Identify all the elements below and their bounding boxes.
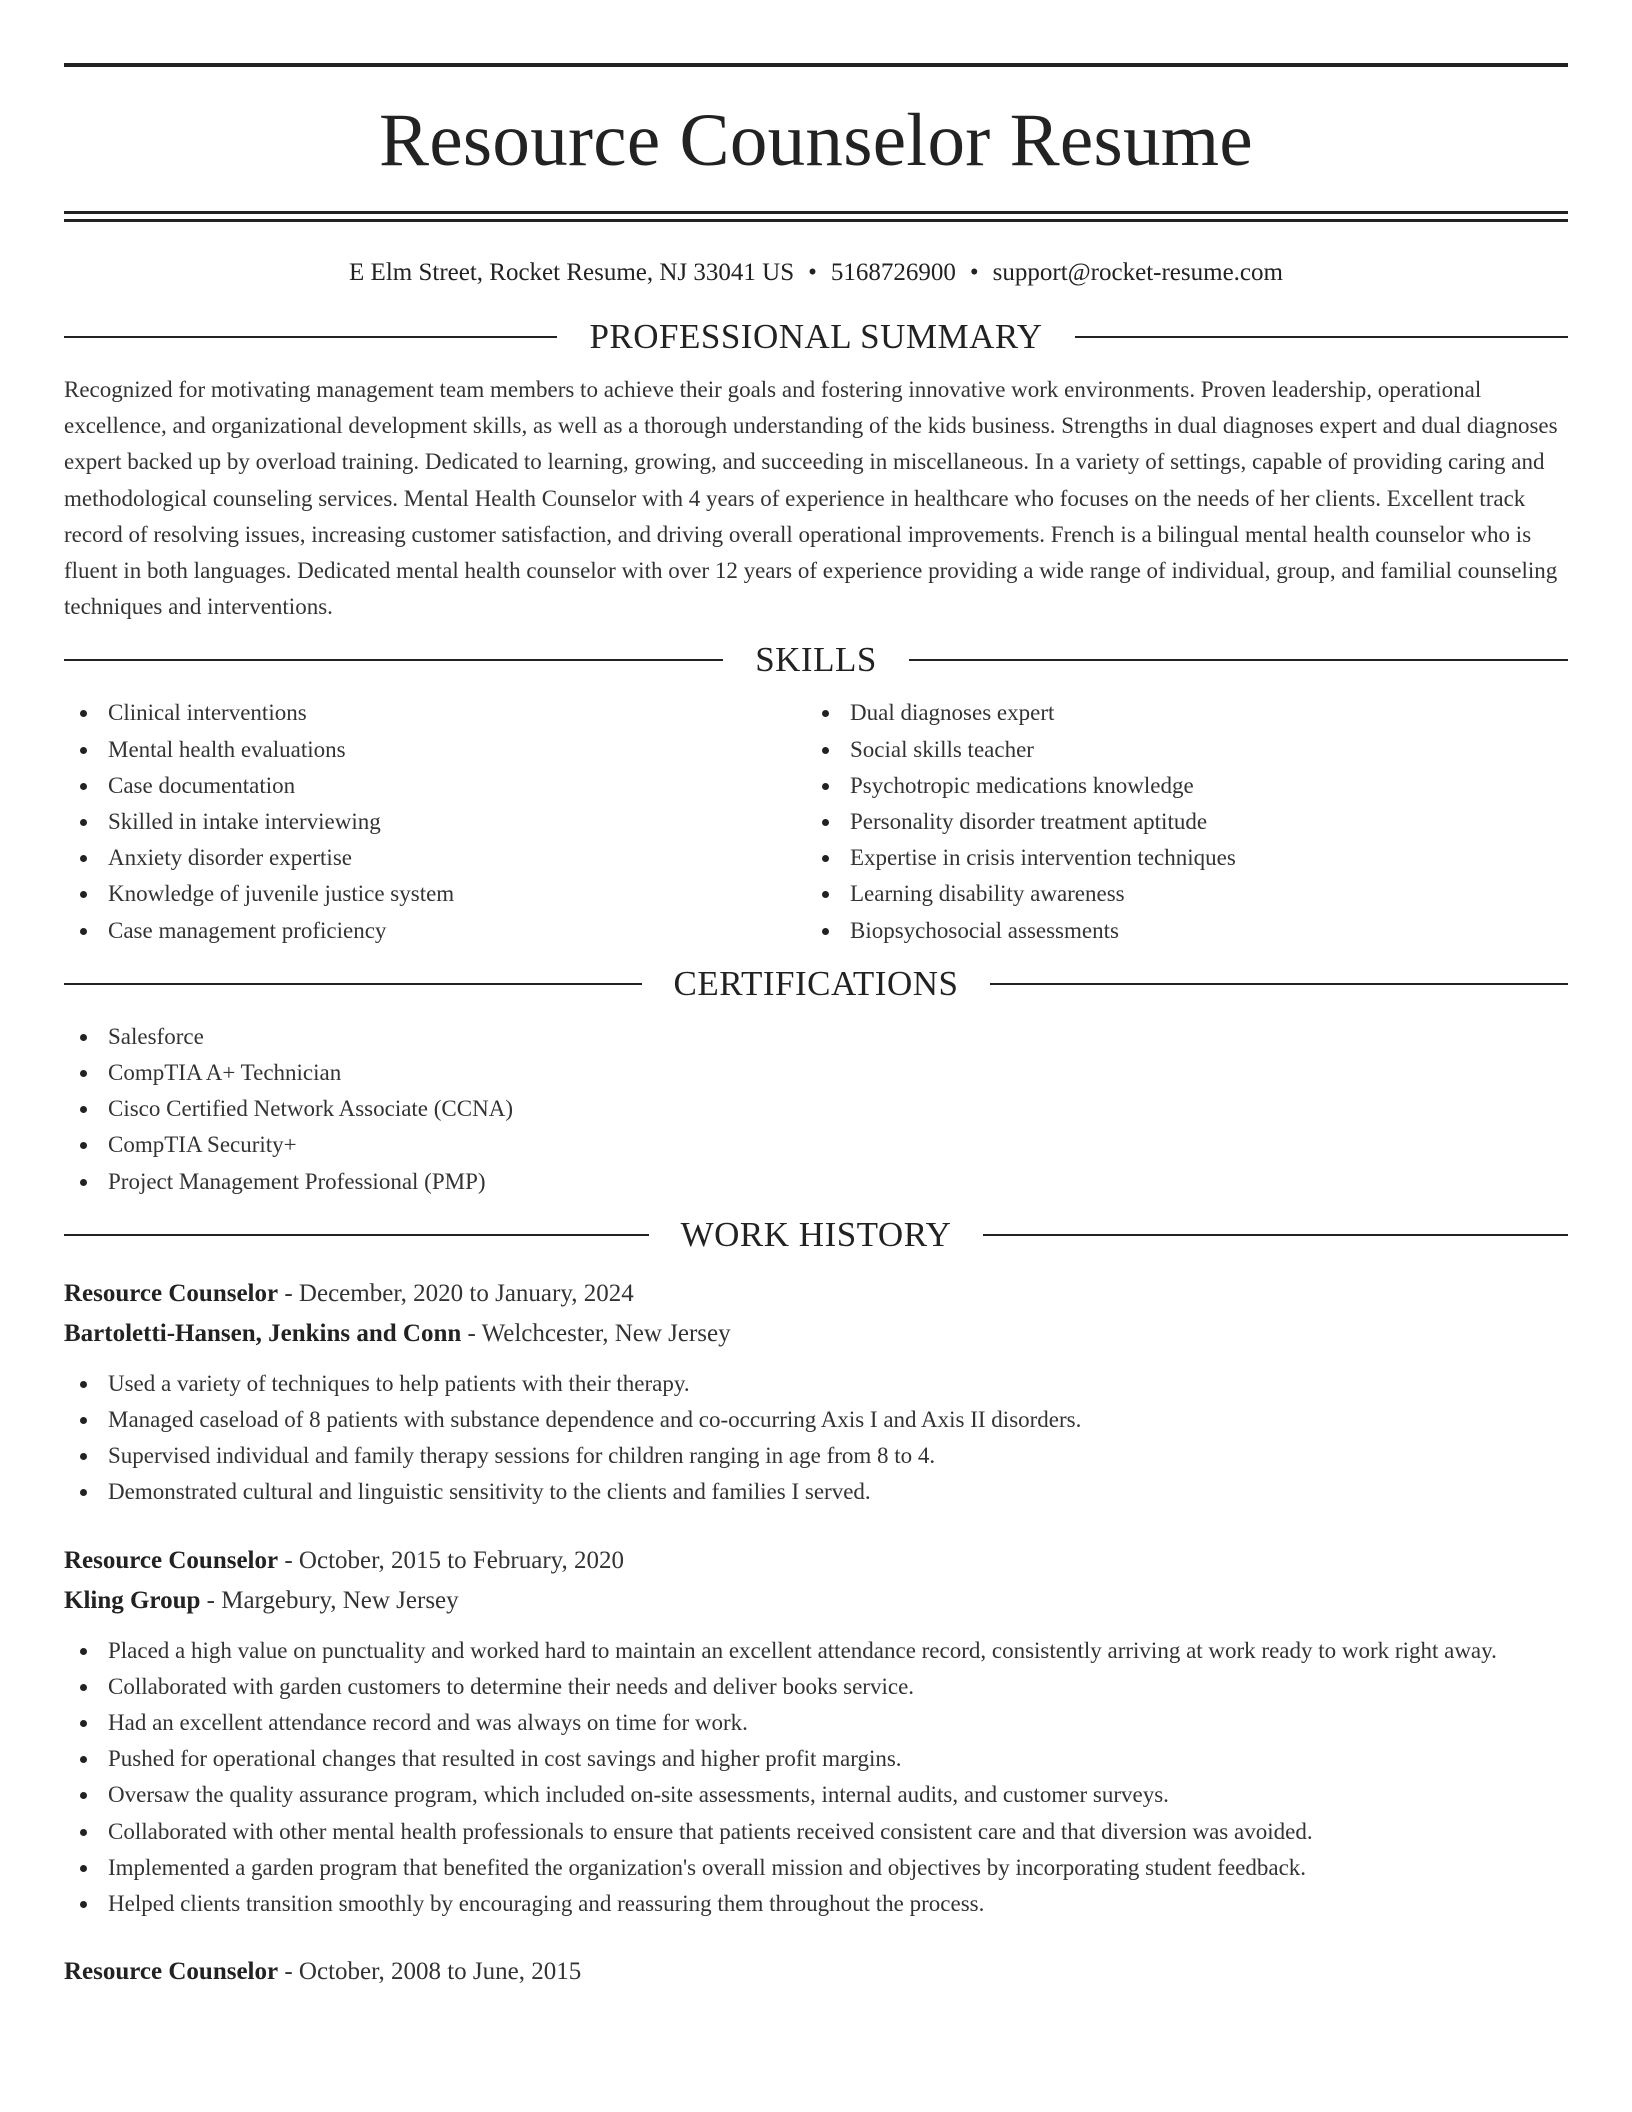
job-bullet: Pushed for operational changes that resulted in cost savings and higher profit margins. xyxy=(64,1741,1568,1777)
job-title: Resource Counselor xyxy=(64,1958,279,1986)
section-rule xyxy=(983,1234,1568,1236)
skills-section-title: SKILLS xyxy=(755,640,877,680)
skill-item: Skilled in intake interviewing xyxy=(64,804,806,840)
section-rule xyxy=(64,336,557,338)
skill-item: Anxiety disorder expertise xyxy=(64,840,806,876)
certification-item: CompTIA Security+ xyxy=(64,1127,1568,1163)
contact-email: support@rocket-resume.com xyxy=(992,259,1283,286)
job-company: Bartoletti-Hansen, Jenkins and Conn xyxy=(64,1319,462,1347)
top-rule xyxy=(64,63,1568,67)
job-bullet: Used a variety of techniques to help patients with their therapy. xyxy=(64,1366,1568,1402)
skill-item: Psychotropic medications knowledge xyxy=(806,768,1548,804)
job-entry xyxy=(64,1952,1568,1992)
job-location: - Welchcester, New Jersey xyxy=(461,1319,731,1347)
section-rule xyxy=(990,983,1568,985)
job-title-line xyxy=(64,1541,1568,1581)
job-location: - Margebury, New Jersey xyxy=(200,1586,459,1614)
title-double-rule xyxy=(64,211,1568,222)
job-entry xyxy=(64,1541,1568,1923)
contact-line xyxy=(64,258,1568,288)
contact-phone: 5168726900 xyxy=(830,259,956,286)
section-rule xyxy=(64,1234,649,1236)
job-bullet: Managed caseload of 8 patients with substance dependence and co-occurring Axis I and Axis II disorders. xyxy=(64,1402,1568,1438)
certification-item: CompTIA A+ Technician xyxy=(64,1055,1568,1091)
job-bullet: Implemented a garden program that benefited the organization's overall mission and objectives by incorporating student feedback. xyxy=(64,1850,1568,1886)
skill-item: Personality disorder treatment aptitude xyxy=(806,804,1548,840)
work-section-header xyxy=(64,1215,1568,1255)
job-title: Resource Counselor xyxy=(64,1546,279,1574)
summary-section-header xyxy=(64,317,1568,357)
certifications-section-header xyxy=(64,964,1568,1004)
contact-separator: • xyxy=(969,259,979,286)
job-bullet: Had an excellent attendance record and was always on time for work. xyxy=(64,1705,1568,1741)
contact-separator: • xyxy=(808,259,817,286)
section-rule xyxy=(1075,336,1568,338)
resume-title: Resource Counselor Resume xyxy=(379,99,1253,182)
summary-paragraph: Recognized for motivating management team members to achieve their goals and fostering innovative work environments. Proven leadership, operational excellence, and organizational development skills, as well as a thorough understanding of the kids business. Strengths in dual diagnoses expert and dual diagnoses expert backed up by overload training. Dedicated to learning, growing, and succeeding in miscellaneous. In a variety of settings, capable of providing caring and methodological counseling services. Mental Health Counselor with 4 years of experience in healthcare who focuses on the needs of her clients. Excellent track record of resolving issues, increasing customer satisfaction, and driving overall operational improvements. French is a bilingual mental health counselor who is fluent in both languages. Dedicated mental health counselor with over 12 years of experience providing a wide range of individual, group, and familial counseling techniques and interventions. xyxy=(64,377,1558,620)
job-title-line xyxy=(64,1952,1568,1992)
job-bullet: Collaborated with other mental health professionals to ensure that patients received consistent care and that diversion was avoided. xyxy=(64,1814,1568,1850)
section-rule xyxy=(909,659,1568,661)
job-title-line xyxy=(64,1274,1568,1314)
certification-item: Cisco Certified Network Associate (CCNA) xyxy=(64,1091,1568,1127)
skill-item: Expertise in crisis intervention techniques xyxy=(806,840,1548,876)
skills-list-right xyxy=(806,695,1548,948)
contact-address: E Elm Street, Rocket Resume, NJ 33041 US xyxy=(349,259,795,286)
section-rule xyxy=(64,659,723,661)
skills-grid xyxy=(64,695,1568,948)
certification-item: Project Management Professional (PMP) xyxy=(64,1164,1568,1200)
job-bullet: Placed a high value on punctuality and worked hard to maintain an excellent attendance record, consistently arriving at work ready to work right away. xyxy=(64,1633,1568,1669)
job-dates: - October, 2015 to February, 2020 xyxy=(278,1546,625,1574)
job-company-line xyxy=(64,1581,1568,1621)
skill-item: Mental health evaluations xyxy=(64,732,806,768)
certifications-section-title: CERTIFICATIONS xyxy=(673,963,959,1003)
job-bullet: Collaborated with garden customers to determine their needs and deliver books service. xyxy=(64,1669,1568,1705)
job-bullet: Supervised individual and family therapy sessions for children ranging in age from 8 to 4. xyxy=(64,1438,1568,1474)
skill-item: Case management proficiency xyxy=(64,913,806,949)
certification-item: Salesforce xyxy=(64,1019,1568,1055)
job-bullet: Oversaw the quality assurance program, which included on-site assessments, internal audits, and customer surveys. xyxy=(64,1777,1568,1813)
summary-section-title: PROFESSIONAL SUMMARY xyxy=(589,317,1043,356)
job-dates: - October, 2008 to June, 2015 xyxy=(278,1958,582,1986)
job-entry xyxy=(64,1274,1568,1511)
skill-item: Knowledge of juvenile justice system xyxy=(64,876,806,912)
skill-item: Biopsychosocial assessments xyxy=(806,913,1548,949)
skill-item: Clinical interventions xyxy=(64,695,806,731)
job-company-line xyxy=(64,1314,1568,1354)
skill-item: Social skills teacher xyxy=(806,732,1548,768)
job-bullets xyxy=(64,1633,1568,1923)
job-dates: - December, 2020 to January, 2024 xyxy=(278,1279,634,1307)
job-company: Kling Group xyxy=(64,1586,201,1614)
skill-item: Case documentation xyxy=(64,768,806,804)
job-bullets xyxy=(64,1366,1568,1511)
skill-item: Learning disability awareness xyxy=(806,876,1548,912)
skill-item: Dual diagnoses expert xyxy=(806,695,1548,731)
resume-page xyxy=(64,0,1568,1992)
work-section-title: WORK HISTORY xyxy=(680,1214,952,1254)
job-bullet: Demonstrated cultural and linguistic sensitivity to the clients and families I served. xyxy=(64,1474,1568,1510)
skills-list-left xyxy=(64,695,806,948)
job-bullet: Helped clients transition smoothly by encouraging and reassuring them throughout the process. xyxy=(64,1886,1568,1922)
job-title: Resource Counselor xyxy=(64,1279,279,1307)
skills-section-header xyxy=(64,640,1568,680)
certifications-list xyxy=(64,1019,1568,1200)
section-rule xyxy=(64,983,642,985)
